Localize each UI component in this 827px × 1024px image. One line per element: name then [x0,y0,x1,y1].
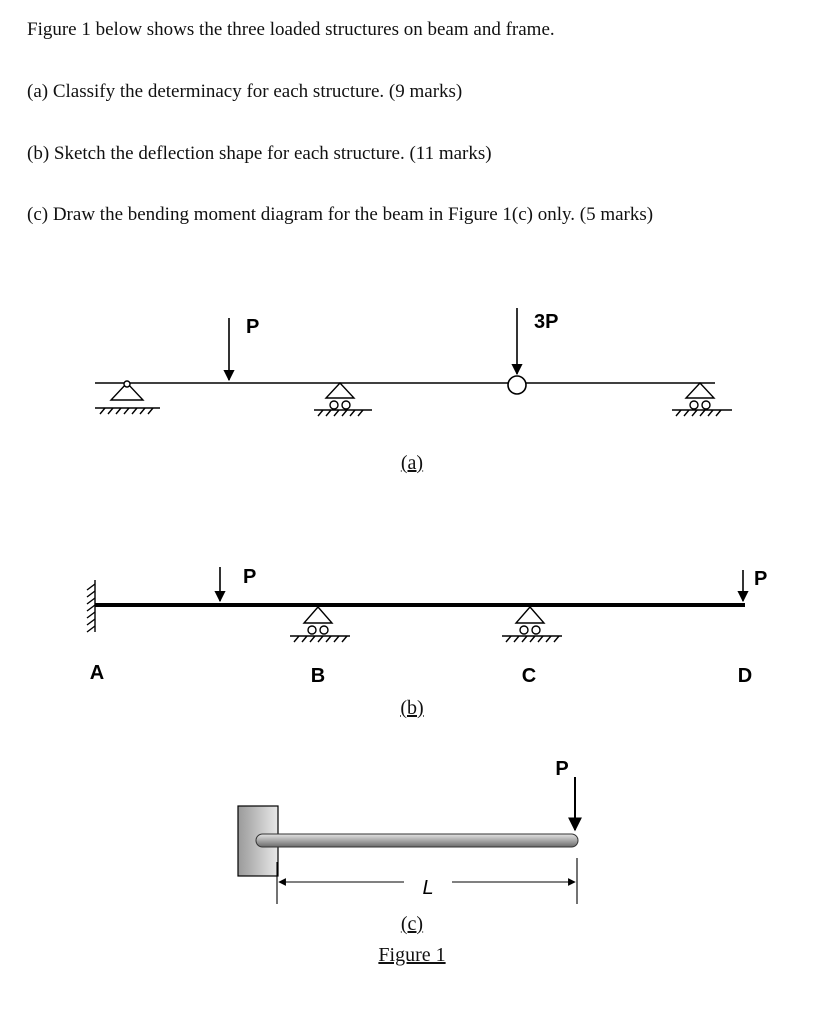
figure-c [238,758,578,935]
roller-support-b-B [290,607,350,642]
fixed-support-b [87,580,95,632]
node-label-B: B [310,665,326,687]
figure-a [95,308,732,474]
span-label-c: L [422,877,434,899]
internal-hinge-a [508,376,526,394]
intro-text: Figure 1 below shows the three loaded structures on beam and frame. [27,19,555,40]
load-label-a-2: 3P [534,311,559,333]
node-label-C: C [521,665,537,687]
load-label-c: P [555,758,569,780]
cantilever-beam-c [256,834,578,847]
load-label-b-1: P [243,566,257,588]
load-label-a-1: P [246,316,260,338]
caption-c: (c) [400,913,424,935]
figure-b [87,566,767,719]
load-label-b-2: P [754,568,768,590]
node-label-A: A [89,662,105,684]
roller-support-a-2 [672,383,732,416]
caption-b: (b) [400,697,424,719]
figure-title: Figure 1 [378,944,446,966]
question-a: (a) Classify the determinacy for each structure. (9 marks) [27,81,463,102]
node-label-D: D [737,665,753,687]
roller-support-a-1 [314,383,372,416]
pin-support-a-left [95,381,160,414]
question-b: (b) Sketch the deflection shape for each structure. (11 marks) [27,143,492,164]
caption-a: (a) [400,452,424,474]
roller-support-b-C [502,607,562,642]
question-c: (c) Draw the bending moment diagram for the beam in Figure 1(c) only. (5 marks) [27,204,654,225]
